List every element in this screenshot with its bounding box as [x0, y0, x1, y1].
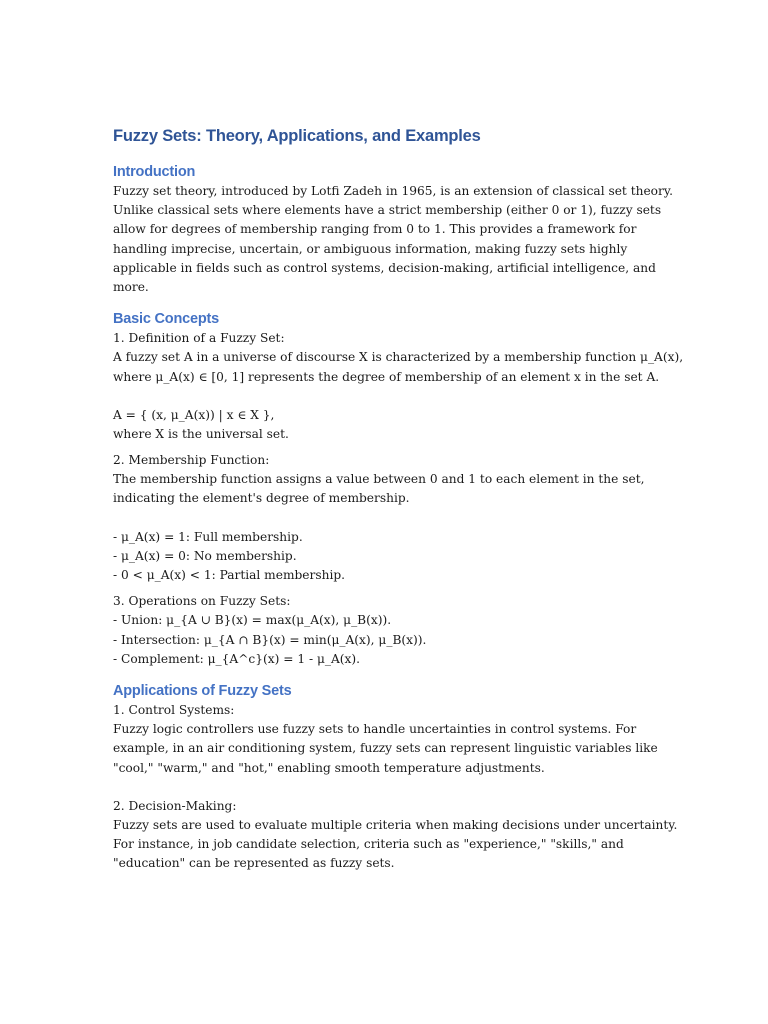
- introduction-section: [113, 162, 673, 297]
- applications-section: [113, 681, 678, 874]
- control-systems-line: example, in an air conditioning system, fuzzy sets can represent linguistic variables like: [113, 741, 658, 756]
- document-page: [113, 122, 684, 873]
- basic-concepts-section: [113, 309, 684, 669]
- basic-concepts-heading: Basic Concepts: [113, 311, 219, 328]
- formula-line: where X is the universal set.: [113, 426, 289, 441]
- decision-making-line: 2. Decision-Making:: [113, 798, 237, 813]
- decision-making-line: "education" can be represented as fuzzy sets.: [113, 856, 395, 871]
- decision-making-line: For instance, in job candidate selection, criteria such as "experience," "skills," and: [113, 837, 624, 852]
- introduction-line: more.: [113, 279, 149, 294]
- operations-line: - Intersection: μ_{A ∩ B}(x) = min(μ_A(x), μ_B(x)).: [113, 632, 427, 647]
- introduction-line: allow for degrees of membership ranging from 0 to 1. This provides a framework for: [113, 222, 637, 237]
- introduction-heading: Introduction: [113, 164, 196, 180]
- definition-line: where μ_A(x) ∈ [0, 1] represents the degree of membership of an element x in the set A.: [113, 369, 660, 384]
- document-title: Fuzzy Sets: Theory, Applications, and Examples: [113, 127, 481, 145]
- introduction-line: handling imprecise, uncertain, or ambiguous information, making fuzzy sets highly: [113, 241, 628, 256]
- membership-bullet: - μ_A(x) = 0: No membership.: [113, 548, 297, 563]
- introduction-line: applicable in fields such as control systems, decision-making, artificial intelligence, and: [113, 260, 656, 275]
- introduction-line: Unlike classical sets where elements have a strict membership (either 0 or 1), fuzzy sets: [113, 203, 662, 218]
- membership-bullet: - 0 < μ_A(x) < 1: Partial membership.: [113, 568, 346, 582]
- definition-line: 1. Definition of a Fuzzy Set:: [113, 331, 285, 346]
- introduction-line: Fuzzy set theory, introduced by Lotfi Zadeh in 1965, is an extension of classical set theory.: [113, 184, 673, 198]
- applications-heading: Applications of Fuzzy Sets: [113, 682, 292, 699]
- decision-making-line: Fuzzy sets are used to evaluate multiple criteria when making decisions under uncertainty.: [113, 817, 678, 832]
- membership-function-line: 2. Membership Function:: [113, 453, 270, 468]
- membership-bullet: - μ_A(x) = 1: Full membership.: [113, 529, 303, 544]
- control-systems-line: "cool," "warm," and "hot," enabling smooth temperature adjustments.: [113, 760, 545, 775]
- membership-function-line: The membership function assigns a value between 0 and 1 to each element in the set,: [113, 472, 645, 487]
- operations-line: - Complement: μ_{A^c}(x) = 1 - μ_A(x).: [113, 651, 361, 666]
- definition-line: A fuzzy set A in a universe of discourse X is characterized by a membership function μ_A(x),: [113, 350, 684, 365]
- operations-line: 3. Operations on Fuzzy Sets:: [113, 594, 291, 609]
- membership-function-line: indicating the element's degree of membership.: [113, 491, 410, 506]
- control-systems-line: 1. Control Systems:: [113, 702, 235, 717]
- control-systems-line: Fuzzy logic controllers use fuzzy sets to handle uncertainties in control systems. For: [113, 722, 637, 737]
- operations-line: - Union: μ_{A ∪ B}(x) = max(μ_A(x), μ_B(x)).: [113, 613, 392, 628]
- formula-line: A = { (x, μ_A(x)) | x ∈ X },: [113, 407, 275, 422]
